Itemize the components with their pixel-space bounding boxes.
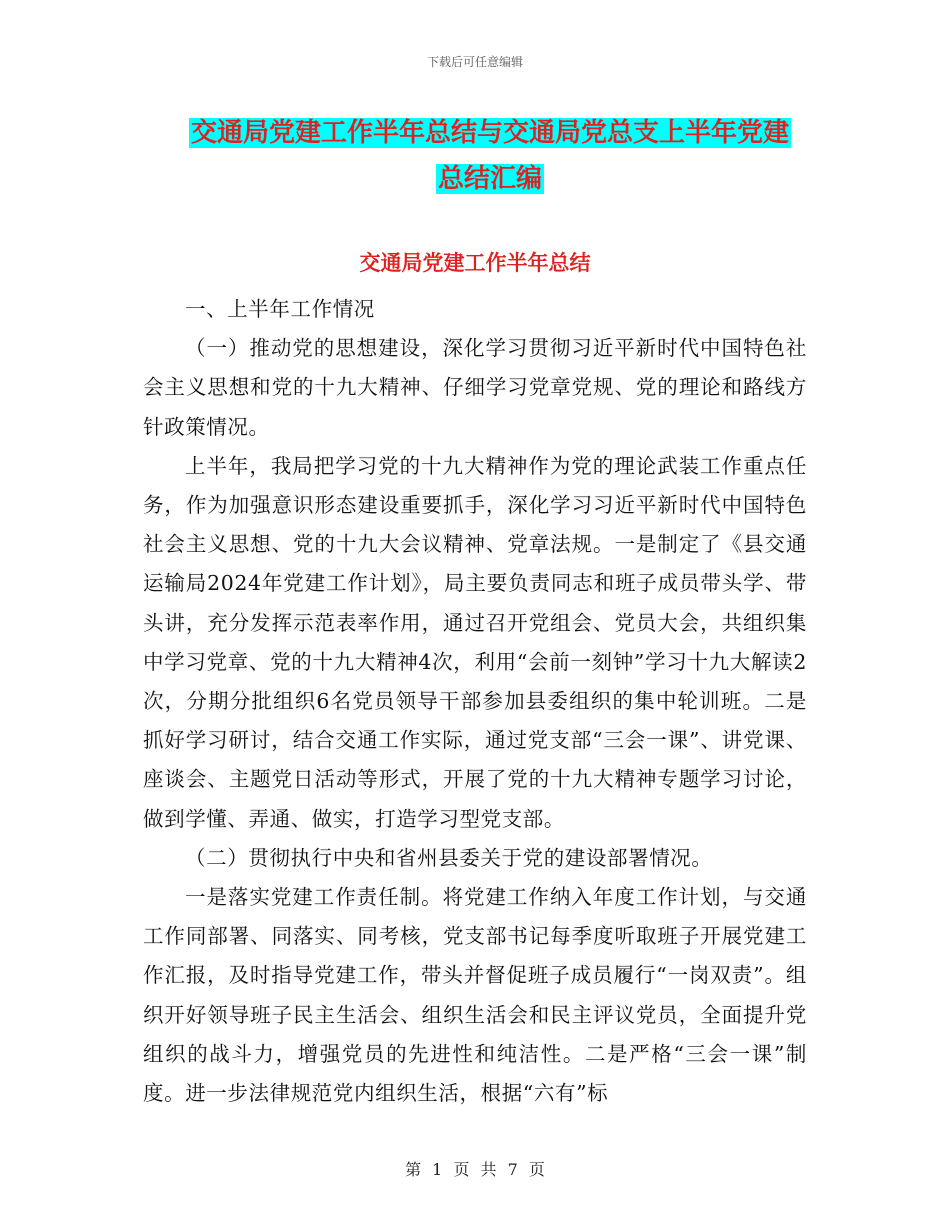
paragraph-body-2: 一是落实党建工作责任制。将党建工作纳入年度工作计划，与交通工作同部署、同落实、同考核，党支部书记每季度听取班子开展党建工作汇报，及时指导党建工作，带头并督促班子成员履行“一岗双责”。组织开好领导班子民主生活会、组织生活会和民主评议党员，全面提升党组织的战斗力，增强党员的先进性和纯洁性。二是严格“三会一课”制度。进一步法律规范党内组织生活，根据“六有”标 (143, 885, 807, 1106)
document-body (143, 290, 807, 1113)
paragraph-subheading-2: （二）贯彻执行中央和省州县委关于党的建设部署情况。 (185, 845, 713, 870)
paragraph-heading-1: 一、上半年工作情况 (185, 297, 375, 321)
document-title (140, 110, 840, 202)
document-title-line2: 总结汇编 (437, 164, 542, 194)
page-footer: 第 1 页 共 7 页 (405, 1160, 545, 1179)
document-title-line1: 交通局党建工作半年总结与交通局党总支上半年党建 (190, 118, 789, 148)
paragraph-body-1: 上半年，我局把学习党的十九大精神作为党的理论武装工作重点任务，作为加强意识形态建设重要抓手，深化学习习近平新时代中国特色社会主义思想、党的十九大会议精神、党章法规。一是制定了《县交通运输局2024年党建工作计划》，局主要负责同志和班子成员带头学、带头讲，充分发挥示范表率作用，通过召开党组会、党员大会，共组织集中学习党章、党的十九大精神4次，利用“会前一刻钟”学习十九大解读2次，分期分批组织6名党员领导干部参加县委组织的集中轮训班。二是抓好学习研讨，结合交通工作实际，通过党支部“三会一课”、讲党课、座谈会、主题党日活动等形式，开展了党的十九大精神专题学习讨论，做到学懂、弄通、做实，打造学习型党支部。 (143, 453, 807, 831)
header-note: 下载后可任意编辑 (426, 55, 523, 69)
paragraph-subheading-1: （一）推动党的思想建设，深化学习贯彻习近平新时代中国特色社会主义思想和党的十九大精神、仔细学习党章党规、党的理论和路线方针政策情况。 (143, 336, 807, 439)
section-title: 交通局党建工作半年总结 (359, 251, 591, 275)
